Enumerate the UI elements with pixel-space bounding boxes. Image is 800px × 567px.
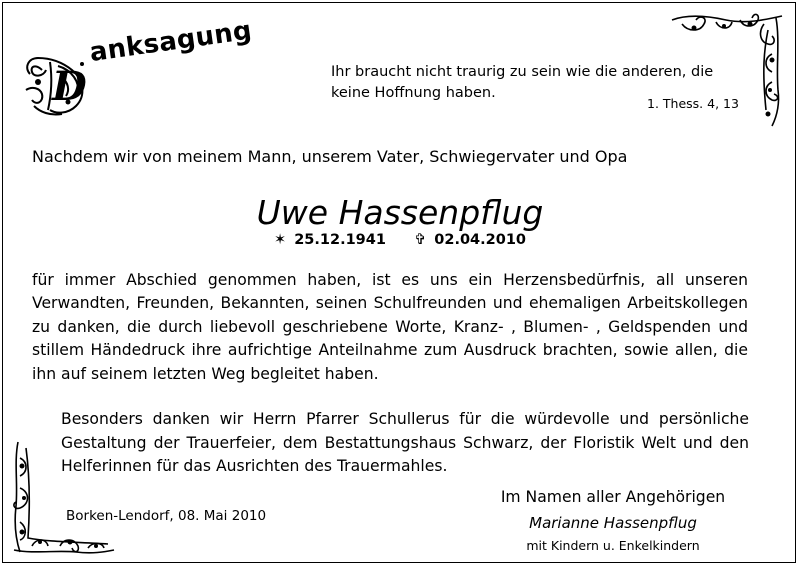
- birth-star-icon: ✶: [273, 232, 287, 248]
- life-dates: [0, 232, 800, 248]
- title-initial: D: [52, 63, 87, 110]
- signature-name: Marianne Hassenpflug: [529, 514, 697, 532]
- title-danksagung: anksagung: [87, 15, 254, 68]
- place-and-date: Borken-Lendorf, 08. Mai 2010: [66, 508, 267, 524]
- initial-d-ornament: [22, 40, 100, 120]
- deceased-name: Uwe Hassenpflug: [256, 193, 544, 232]
- thanks-paragraph-1: für immer Abschied genommen haben, ist es uns ein Herzensbedürfnis, all unseren Verwandten, Freunden, Bekannten, seinen Schulfreunden und ehemaligen Arbeitskollegen zu danken, die durch liebevoll geschriebene Worte, Kranz- , Blumen- , Geldspenden und stillem Händedruck ihre aufrichtige Anteilnahme zum Ausdruck brachten, sowie allen, die ihn auf seinem letzten Weg begleitet haben.: [32, 271, 748, 383]
- corner-ornament-top-right: [668, 10, 788, 130]
- signature-heading: Im Namen aller Angehörigen: [500, 488, 726, 506]
- corner-ornament-bottom-left: [8, 438, 118, 560]
- verse-text: Ihr braucht nicht traurig zu sein wie die anderen, die keine Hoffnung haben.: [331, 64, 714, 101]
- birth-date: 25.12.1941: [294, 232, 386, 248]
- signature-family: mit Kindern u. Enkelkindern: [526, 538, 700, 553]
- thanks-paragraph-2: Besonders danken wir Herrn Pfarrer Schullerus für die würdevolle und persönliche Gestaltung der Trauerfeier, dem Bestattungshaus Schwarz, der Floristik Welt und den Helferinnen für das Ausrichten des Trauermahles.: [61, 410, 749, 475]
- death-cross-icon: ✞: [414, 232, 427, 248]
- death-date: 02.04.2010: [434, 232, 527, 248]
- verse-reference: 1. Thess. 4, 13: [647, 96, 739, 111]
- intro-line: Nachdem wir von meinem Mann, unserem Vater, Schwiegervater und Opa: [32, 147, 628, 166]
